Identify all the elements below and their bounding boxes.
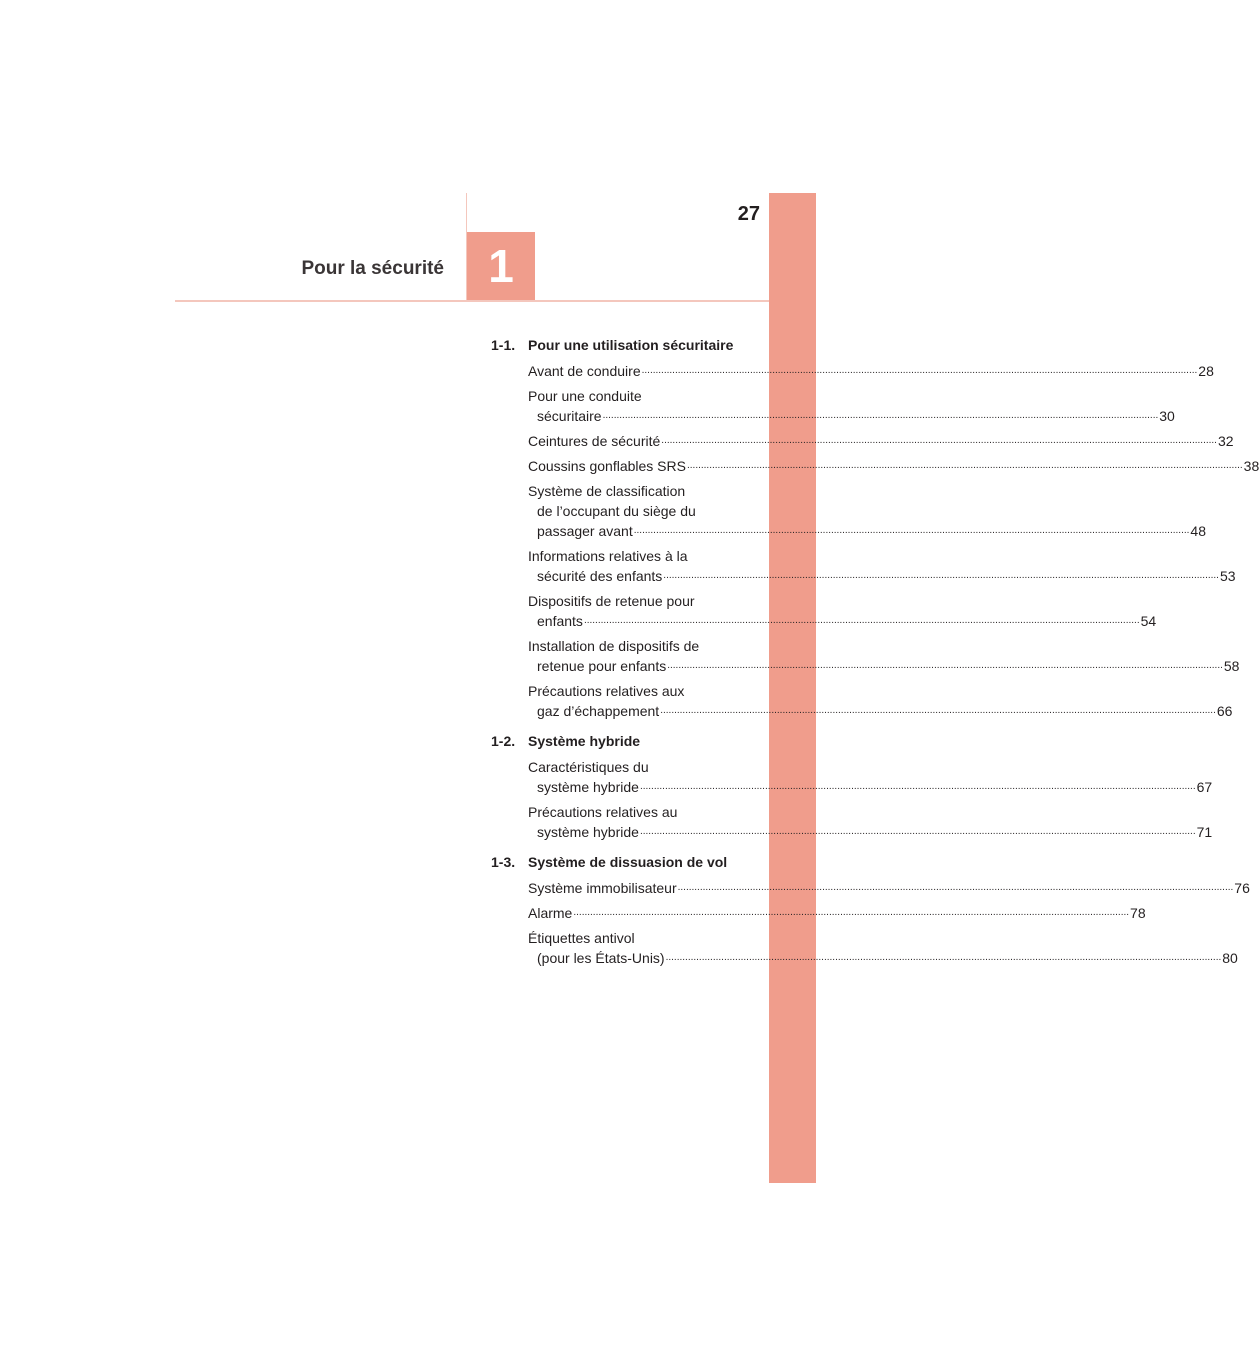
toc-entry-title: Avant de conduire (528, 363, 641, 379)
toc-section-number: 1-1. (491, 337, 516, 353)
toc-entry-title: système hybride (537, 824, 639, 840)
table-of-contents (491, 335, 1259, 978)
toc-entry-line: Précautions relatives au (528, 804, 678, 820)
toc-page-number: 32 (1217, 433, 1234, 449)
toc-leader-dots: ........................................................................................................................................................................................................ (583, 615, 1140, 626)
toc-section-title: Système hybride (528, 733, 641, 749)
toc-entry-title: sécurité des enfants (537, 568, 663, 584)
toc-page-number: 71 (1196, 824, 1213, 840)
toc-entry[interactable] (491, 431, 1234, 451)
toc-leader-dots: ........................................................................................................................................................................................................ (686, 460, 1243, 471)
toc-section-heading[interactable] (491, 852, 739, 872)
toc-entry-title: système hybride (537, 779, 639, 795)
toc-entry-title: passager avant (537, 523, 633, 539)
toc-page-number: 58 (1223, 658, 1240, 674)
chapter-number-box: 1 (467, 232, 535, 300)
toc-leader-dots: ........................................................................................................................................................................................................ (661, 435, 1217, 446)
toc-leader-dots: ........................................................................................................................................................................................................ (641, 365, 1198, 376)
toc-page-number: 66 (1216, 703, 1233, 719)
toc-leader-dots: ........................................................................................................................................................................................................ (573, 907, 1130, 918)
toc-leader-dots: ........................................................................................................................................................................................................ (639, 781, 1196, 792)
toc-section (491, 335, 1259, 721)
toc-entry[interactable] (491, 456, 1259, 476)
toc-entry[interactable] (491, 802, 1213, 842)
toc-page-number: 48 (1190, 523, 1206, 539)
toc-entry-title: sécuritaire (537, 408, 602, 424)
toc-entry[interactable] (491, 636, 1240, 676)
toc-entry[interactable] (491, 928, 1238, 968)
toc-entry-line: Étiquettes antivol (528, 930, 635, 946)
toc-page-number: 30 (1159, 408, 1175, 424)
toc-leader-dots: ........................................................................................................................................................................................................ (667, 660, 1223, 671)
toc-entry-line: Installation de dispositifs de (528, 638, 700, 654)
toc-leader-dots: ........................................................................................................................................................................................................ (639, 826, 1196, 837)
toc-leader-dots: ........................................................................................................................................................................................................ (677, 882, 1234, 893)
toc-entry-title: Coussins gonflables SRS (528, 458, 686, 474)
header-horizontal-rule (175, 300, 769, 302)
toc-entry-title: Alarme (528, 905, 573, 921)
toc-section-number: 1-2. (491, 733, 516, 749)
chapter-side-tab (769, 193, 816, 1183)
toc-section (491, 731, 1213, 842)
toc-entry-line: de l’occupant du siège du (537, 503, 696, 519)
toc-entry[interactable] (491, 757, 1213, 797)
page-number: 27 (737, 203, 760, 225)
toc-page-number: 38 (1243, 458, 1259, 474)
toc-page-number: 54 (1140, 613, 1157, 629)
toc-page-number: 53 (1219, 568, 1236, 584)
toc-leader-dots: ........................................................................................................................................................................................................ (602, 410, 1159, 421)
toc-entry[interactable] (491, 591, 1157, 631)
toc-entry[interactable] (491, 903, 1146, 923)
toc-entry-title: enfants (537, 613, 583, 629)
toc-section-heading[interactable] (491, 731, 739, 751)
toc-entry-title: gaz d’échappement (537, 703, 660, 719)
toc-entry-title: Ceintures de sécurité (528, 433, 661, 449)
chapter-title: Pour la sécurité (301, 258, 444, 279)
toc-entry[interactable] (491, 481, 1206, 541)
toc-page-number: 76 (1234, 880, 1250, 896)
toc-leader-dots: ........................................................................................................................................................................................................ (660, 705, 1216, 716)
toc-section-number: 1-3. (491, 854, 516, 870)
toc-entry[interactable] (491, 361, 1214, 381)
toc-page-number: 67 (1196, 779, 1213, 795)
toc-entry[interactable] (491, 681, 1233, 721)
toc-page-number: 78 (1130, 905, 1146, 921)
toc-entry-line: Pour une conduite (528, 388, 642, 404)
toc-page-number: 80 (1222, 950, 1238, 966)
toc-section-heading[interactable] (491, 335, 739, 355)
toc-entry[interactable] (491, 386, 1175, 426)
toc-entry-line: Informations relatives à la (528, 548, 688, 564)
toc-entry-line: Système de classification (528, 483, 686, 499)
toc-section-title: Système de dissuasion de vol (528, 854, 728, 870)
toc-entry-title: Système immobilisateur (528, 880, 677, 896)
toc-page-number: 28 (1198, 363, 1214, 379)
toc-entry-line: Dispositifs de retenue pour (528, 593, 695, 609)
toc-entry-title: (pour les États-Unis) (537, 950, 665, 966)
toc-entry[interactable] (491, 878, 1250, 898)
toc-leader-dots: ........................................................................................................................................................................................................ (633, 525, 1190, 536)
toc-section-title: Pour une utilisation sécuritaire (528, 337, 734, 353)
toc-entry[interactable] (491, 546, 1236, 586)
toc-entry-line: Caractéristiques du (528, 759, 649, 775)
toc-section (491, 852, 1250, 968)
toc-entry-line: Précautions relatives aux (528, 683, 685, 699)
toc-leader-dots: ........................................................................................................................................................................................................ (663, 570, 1219, 581)
toc-leader-dots: ........................................................................................................................................................................................................ (665, 952, 1222, 963)
toc-entry-title: retenue pour enfants (537, 658, 667, 674)
